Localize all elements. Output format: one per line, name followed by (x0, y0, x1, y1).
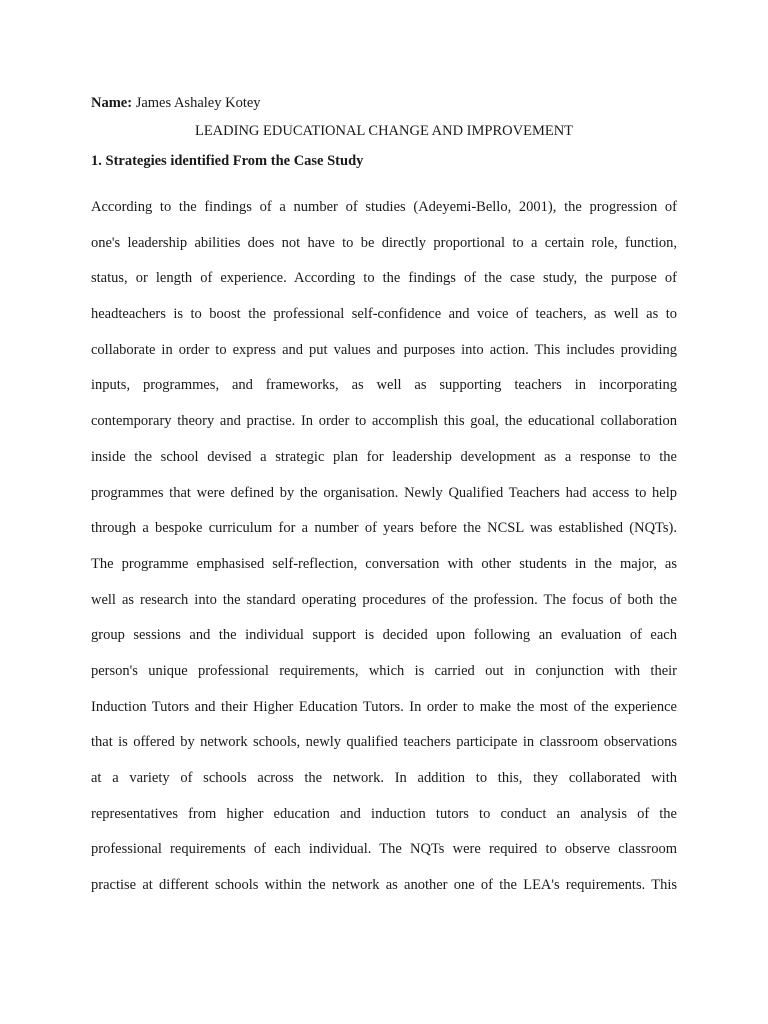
body-line: person's unique professional requirements, which is carried out in conjunction with their (91, 662, 677, 679)
body-line: programmes that were defined by the organisation. Newly Qualified Teachers had access to help (91, 484, 677, 501)
name-label: Name: (91, 95, 133, 111)
author-name-line (91, 93, 261, 113)
body-line: The programme emphasised self-reflection, conversation with other students in the major, as (91, 555, 677, 572)
author-name: James Ashaley Kotey (132, 95, 261, 111)
body-line: one's leadership abilities does not have to be directly proportional to a certain role, function, (91, 234, 677, 251)
body-line: inputs, programmes, and frameworks, as well as supporting teachers in incorporating (91, 377, 677, 394)
section-heading: 1. Strategies identified From the Case Study (91, 153, 364, 169)
body-line: at a variety of schools across the network. In addition to this, they collaborated with (91, 770, 677, 786)
document-title: LEADING EDUCATIONAL CHANGE AND IMPROVEMENT (194, 123, 574, 139)
body-line: professional requirements of each individual. The NQTs were required to observe classroom (91, 841, 677, 858)
body-paragraph (91, 196, 677, 910)
body-line: status, or length of experience. According to the findings of the case study, the purpose of (91, 270, 677, 287)
body-line: Induction Tutors and their Higher Education Tutors. In order to make the most of the experience (91, 698, 677, 715)
body-line: contemporary theory and practise. In order to accomplish this goal, the educational collaboration (91, 413, 677, 430)
body-line: According to the findings of a number of studies (Adeyemi-Bello, 2001), the progression of (91, 199, 677, 215)
body-line: through a bespoke curriculum for a number of years before the NCSL was established (NQTs). (91, 520, 677, 537)
body-line: representatives from higher education and induction tutors to conduct an analysis of the (91, 805, 677, 822)
body-line: that is offered by network schools, newly qualified teachers participate in classroom observations (91, 734, 677, 751)
body-line: practise at different schools within the network as another one of the LEA's requirements. This (91, 877, 677, 894)
body-line: group sessions and the individual support is decided upon following an evaluation of each (91, 627, 677, 644)
body-line: collaborate in order to express and put values and purposes into action. This includes providing (91, 341, 677, 358)
body-line: well as research into the standard operating procedures of the profession. The focus of both the (91, 591, 677, 608)
body-line: inside the school devised a strategic plan for leadership development as a response to the (91, 448, 677, 465)
body-line: headteachers is to boost the professional self-confidence and voice of teachers, as well as to (91, 306, 677, 323)
